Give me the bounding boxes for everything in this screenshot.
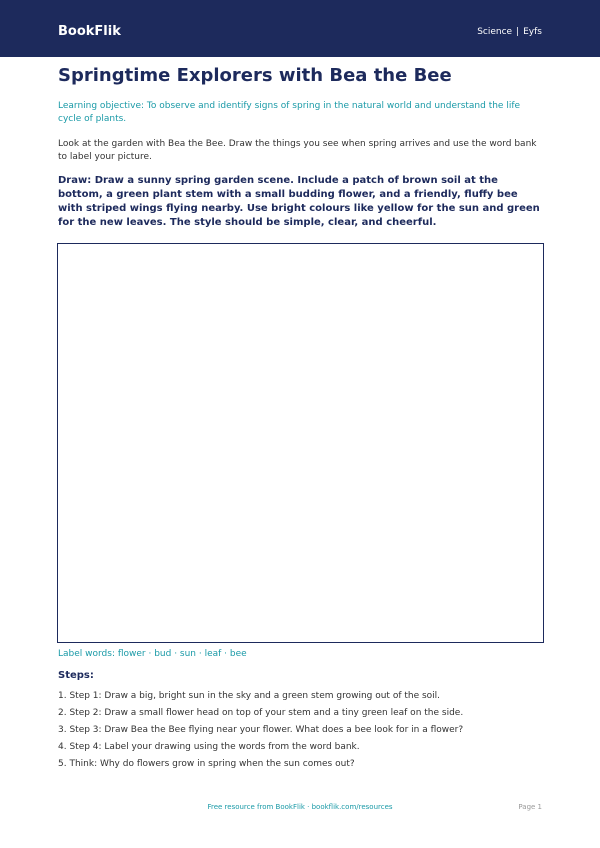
brand-logo: BookFlik bbox=[58, 24, 121, 39]
subject-label: Science bbox=[477, 27, 513, 37]
page-number: Page 1 bbox=[518, 803, 542, 811]
steps-heading: Steps: bbox=[58, 670, 94, 681]
drawing-area[interactable] bbox=[57, 243, 544, 643]
intro-text: Look at the garden with Bea the Bee. Draw the things you see when spring arrives and use the word bank to label your picture. bbox=[58, 139, 537, 162]
label-words: Label words: flower · bud · sun · leaf · bee bbox=[58, 649, 247, 659]
step-item: 2. Step 2: Draw a small flower head on top of your stem and a tiny green leaf on the side. bbox=[58, 708, 464, 718]
level-label: Eyfs bbox=[523, 27, 542, 37]
header-meta bbox=[477, 27, 542, 37]
steps-list bbox=[58, 688, 546, 773]
learning-objective: Learning objective: To observe and identify signs of spring in the natural world and understand the life cycle of plants. bbox=[58, 101, 521, 124]
step-item: 4. Step 4: Label your drawing using the words from the word bank. bbox=[58, 742, 360, 752]
draw-prompt: Draw: Draw a sunny spring garden scene. Include a patch of brown soil at the bottom, a green plant stem with a small budding flower, and a friendly, fluffy bee with striped wings flying nearby. Use bright colours like yellow for the sun and green for the new leaves. The style should be simple, clear, and cheerful. bbox=[58, 175, 540, 228]
step-item: 1. Step 1: Draw a big, bright sun in the sky and a green stem growing out of the soil. bbox=[58, 691, 441, 701]
meta-separator: | bbox=[516, 27, 520, 37]
page-title: Springtime Explorers with Bea the Bee bbox=[58, 65, 452, 86]
step-item: 5. Think: Why do flowers grow in spring when the sun comes out? bbox=[58, 759, 355, 769]
step-item: 3. Step 3: Draw Bea the Bee flying near your flower. What does a bee look for in a flower? bbox=[58, 725, 464, 735]
page-header bbox=[0, 0, 600, 57]
footer-text: Free resource from BookFlik · bookflik.com/resources bbox=[207, 803, 393, 811]
